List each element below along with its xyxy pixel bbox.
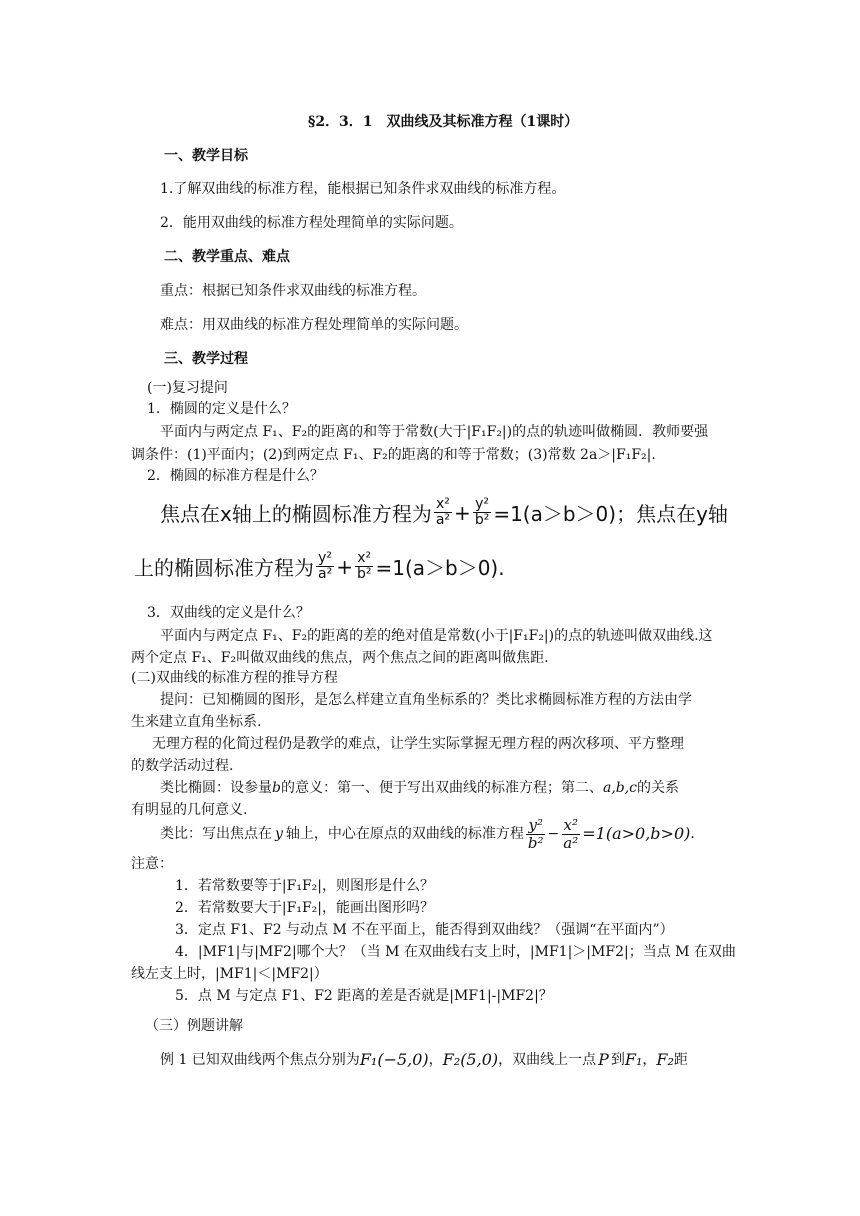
- note-4-line1: 4．|MF1|与|MF2|哪个大？（当 M 在双曲线右支上时，|MF1|＞|MF2|；当点 M 在双曲: [175, 944, 736, 960]
- difficult-point: 难点：用双曲线的标准方程处理简单的实际问题。: [160, 317, 468, 333]
- ellipse-equation-line2: 上的椭圆标准方程为 $\frac{\text{y²}}{\text{a²}}$ + $\frac{\text{x²}}{\text{b²}}$ =1(a＞b＞0).: [134, 550, 505, 583]
- question-1: 1．椭圆的定义是什么？: [147, 401, 296, 417]
- part2-para3-line2: 有明显的几何意义.: [131, 802, 248, 818]
- answer-1-line1: 平面内与两定点 F₁、F₂的距离的和等于常数(大于|F₁F₂|)的点的轨迹叫做椭圆．教师要强: [160, 424, 709, 440]
- part2-para3-line1: 类比椭圆：设参量b的意义：第一、便于写出双曲线的标准方程；第二、a,b,c的关系: [160, 780, 680, 796]
- fraction: $\frac{\text{x²}}{\text{b²}}$: [356, 550, 372, 583]
- part3-heading: （三）例题讲解: [145, 1018, 243, 1034]
- answer-1-line2: 调条件：(1)平面内；(2)到两定点 F₁、F₂的距离的和等于常数；(3)常数 2a＞|F₁F₂|.: [131, 447, 656, 463]
- fraction: $\frac{\text{y²}}{\text{b²}}$: [474, 496, 490, 529]
- note-3: 3．定点 F1、F2 与动点 M 不在平面上，能否得到双曲线？（强调“在平面内”）: [175, 922, 674, 938]
- focus-f1: F₁(−5,0): [359, 1050, 429, 1069]
- variable: y: [275, 826, 283, 842]
- section-heading-key-points: 二、教学重点、难点: [164, 249, 290, 265]
- fraction: $\frac{\text{x²}}{\text{a²}}$: [435, 496, 451, 529]
- variables: a,b,c: [602, 780, 638, 796]
- part2-para2-line2: 的数学活动过程.: [131, 758, 234, 774]
- fraction: $\frac{\text{x²}}{\text{a²}}$: [563, 816, 579, 852]
- equation-text: =1(a＞b＞0).: [375, 556, 505, 581]
- question-3: 3．双曲线的定义是什么？: [147, 605, 310, 621]
- note-label: 注意：: [131, 856, 173, 872]
- part2-para1-line1: 提问：已知椭圆的图形，是怎么样建立直角坐标系的？类比求椭圆标准方程的方法由学: [160, 692, 692, 708]
- objective-1: 1.了解双曲线的标准方程，能根据已知条件求双曲线的标准方程。: [160, 181, 566, 197]
- fraction: $\frac{\text{y²}}{\text{a²}}$: [318, 550, 333, 583]
- section-heading-objectives: 一、教学目标: [164, 148, 248, 164]
- equation-text: 上的椭圆标准方程为: [134, 556, 314, 581]
- note-4-line2: 线左支上时，|MF1|＜|MF2|）: [131, 966, 328, 982]
- note-1: 1．若常数要等于|F₁F₂|，则图形是什么？: [175, 878, 434, 894]
- question-2: 2．椭圆的标准方程是什么？: [147, 468, 324, 484]
- hyperbola-y-axis-equation: 类比：写出焦点在 y 轴上，中心在原点的双曲线的标准方程 $\frac{\text{y²}}{\text{b²}}$ − $\frac{\text{x²}}{\text{a²}}$ =1(a>0,b>0) .: [160, 816, 695, 852]
- key-point: 重点：根据已知条件求双曲线的标准方程。: [160, 283, 426, 299]
- part2-para1-line2: 生来建立直角坐标系.: [131, 714, 262, 730]
- part2-heading: (二)双曲线的标准方程的推导方程: [131, 670, 338, 686]
- section-heading-process: 三、教学过程: [164, 351, 248, 367]
- fraction: $\frac{\text{y²}}{\text{b²}}$: [527, 816, 544, 852]
- ellipse-equation-line1: 焦点在x轴上的椭圆标准方程为 $\frac{\text{x²}}{\text{a²}}$ + $\frac{\text{y²}}{\text{b²}}$ =1(a＞b＞0)；焦点在y轴: [160, 496, 728, 529]
- objective-2: 2．能用双曲线的标准方程处理简单的实际问题。: [160, 215, 463, 231]
- equation-text: =1(a＞b＞0)；焦点在y轴: [493, 502, 728, 527]
- equation-text: 焦点在x轴上的椭圆标准方程为: [160, 502, 432, 527]
- page-title: §2．3．1 双曲线及其标准方程（1课时）: [308, 114, 579, 130]
- note-2: 2．若常数要大于|F₁F₂|，能画出图形吗？: [175, 900, 434, 916]
- answer-3-line1: 平面内与两定点 F₁、F₂的距离的差的绝对值是常数(小于|F₁F₂|)的点的轨迹叫做双曲线.这: [160, 628, 713, 644]
- note-5: 5．点 M 与定点 F1、F2 距离的差是否就是|MF1|-|MF2|？: [175, 988, 553, 1004]
- answer-3-line2: 两个定点 F₁、F₂叫做双曲线的焦点，两个焦点之间的距离叫做焦距.: [131, 650, 549, 666]
- variable: b: [272, 780, 281, 796]
- part1-heading: (一)复习提问: [147, 380, 228, 396]
- point-p: P: [598, 1050, 609, 1069]
- example-1: 例 1 已知双曲线两个焦点分别为 F₁(−5,0) ， F₂(5,0) ，双曲线上一点 P 到 F₁ ， F₂ 距: [160, 1050, 688, 1069]
- focus-f2: F₂(5,0): [442, 1050, 499, 1069]
- part2-para2-line1: 无理方程的化简过程仍是教学的难点，让学生实际掌握无理方程的两次移项、平方整理: [152, 736, 684, 752]
